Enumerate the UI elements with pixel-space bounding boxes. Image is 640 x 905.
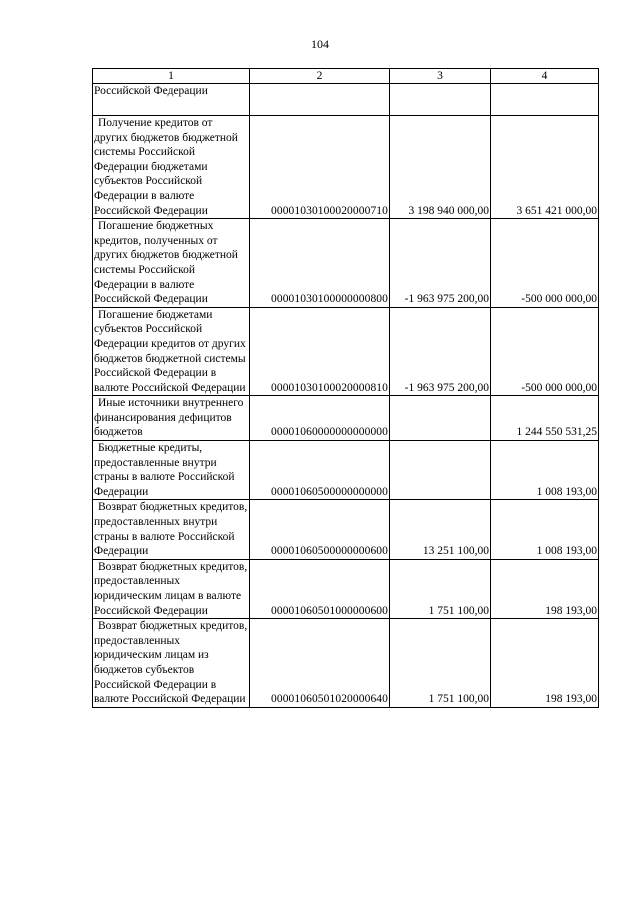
row-code: 00001060000000000000 <box>250 396 390 441</box>
row-code: 00001030100020000710 <box>250 116 390 219</box>
row-name: Российской Федерации <box>93 84 250 116</box>
row-value-col3: 1 751 100,00 <box>390 559 491 618</box>
row-value-col4 <box>491 84 599 116</box>
row-name-text: Погашение бюджетами субъектов Российской Федерации кредитов от других бюджетов бюджетной системы Российской Федерации в валюте Российской Федерации <box>94 308 246 394</box>
row-value-col4: 1 008 193,00 <box>491 500 599 559</box>
row-code: 00001030100020000810 <box>250 307 390 396</box>
row-value-col4: -500 000 000,00 <box>491 307 599 396</box>
row-name-text: Возврат бюджетных кредитов, предоставленных внутри страны в валюте Российской Федерации <box>94 501 248 558</box>
row-name <box>93 396 250 441</box>
table-row <box>93 84 599 116</box>
table-row <box>93 396 599 441</box>
row-code: 00001030100000000800 <box>250 219 390 308</box>
row-value-col3: 3 198 940 000,00 <box>390 116 491 219</box>
row-name <box>93 619 250 708</box>
page-number: 104 <box>311 37 329 51</box>
row-value-col3: 1 751 100,00 <box>390 619 491 708</box>
row-name-text: Возврат бюджетных кредитов, предоставленных юридическим лицам в валюте Российской Федерации <box>94 560 248 617</box>
row-code <box>250 84 390 116</box>
table-row <box>93 500 599 559</box>
row-name-text: Бюджетные кредиты, предоставленные внутри страны в валюте Российской Федерации <box>94 442 235 498</box>
row-name <box>93 116 250 219</box>
row-value-col3 <box>390 396 491 441</box>
column-header-2: 2 <box>250 69 390 84</box>
table-row <box>93 219 599 308</box>
row-name-text: Получение кредитов от других бюджетов бюджетной системы Российской Федерации бюджетами субъектов Российской Федерации в валюте Российской Федерации <box>94 117 238 217</box>
row-value-col4: 3 651 421 000,00 <box>491 116 599 219</box>
table-row <box>93 307 599 396</box>
column-header-1: 1 <box>93 69 250 84</box>
row-value-col3: 13 251 100,00 <box>390 500 491 559</box>
row-value-col3: -1 963 975 200,00 <box>390 219 491 308</box>
column-number-row <box>93 69 599 84</box>
row-value-col4: -500 000 000,00 <box>491 219 599 308</box>
row-name <box>93 307 250 396</box>
table-row <box>93 116 599 219</box>
row-code: 00001060501000000600 <box>250 559 390 618</box>
row-code: 00001060500000000000 <box>250 441 390 500</box>
row-name <box>93 559 250 618</box>
row-code: 00001060500000000600 <box>250 500 390 559</box>
row-value-col3 <box>390 84 491 116</box>
row-name-text: Погашение бюджетных кредитов, полученных от других бюджетов бюджетной системы Российской Федерации в валюте Российской Федерации <box>94 220 238 306</box>
table-row <box>93 559 599 618</box>
row-name <box>93 500 250 559</box>
row-value-col4: 1 244 550 531,25 <box>491 396 599 441</box>
column-header-4: 4 <box>491 69 599 84</box>
row-name-text: Возврат бюджетных кредитов, предоставленных юридическим лицам из бюджетов субъектов Российской Федерации в валюте Российской Федерации <box>94 620 248 706</box>
row-value-col4: 198 193,00 <box>491 619 599 708</box>
row-value-col4: 198 193,00 <box>491 559 599 618</box>
table-row <box>93 619 599 708</box>
row-name-text: Иные источники внутреннего финансирования дефицитов бюджетов <box>94 397 244 439</box>
row-value-col3 <box>390 441 491 500</box>
row-name <box>93 219 250 308</box>
row-value-col4: 1 008 193,00 <box>491 441 599 500</box>
row-code: 00001060501020000640 <box>250 619 390 708</box>
table-row <box>93 441 599 500</box>
column-header-3: 3 <box>390 69 491 84</box>
row-value-col3: -1 963 975 200,00 <box>390 307 491 396</box>
row-name <box>93 441 250 500</box>
budget-sources-table <box>92 68 599 708</box>
